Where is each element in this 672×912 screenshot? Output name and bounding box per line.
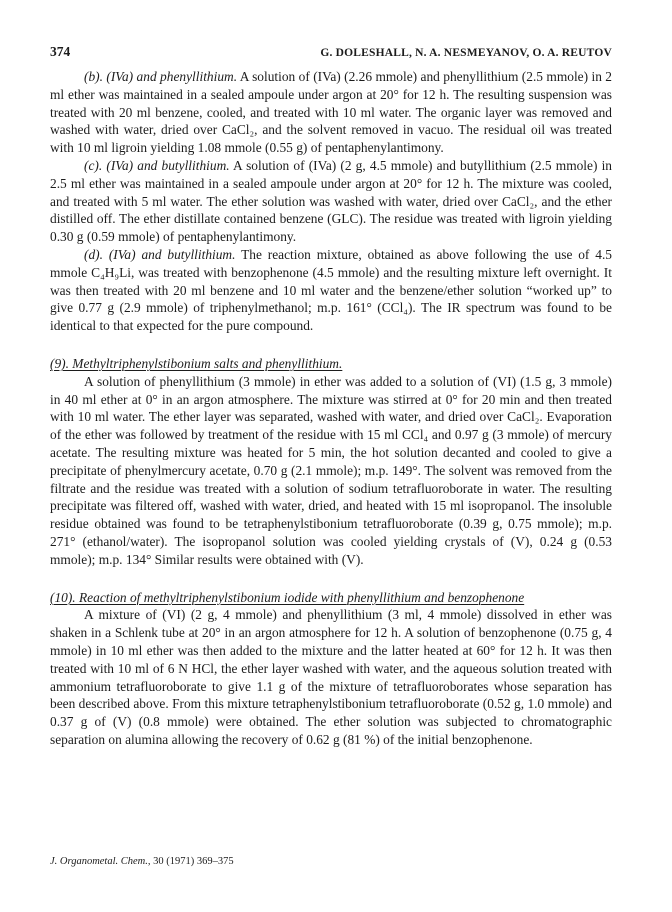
- section-10: [50, 589, 612, 749]
- journal-volume: 30 (1971) 369–375: [153, 856, 234, 867]
- paragraph-d-label: (d). (IVa) and butyllithium.: [84, 246, 236, 262]
- section-10-body: A mixture of (VI) (2 g, 4 mmole) and phenyllithium (3 ml, 4 mmole) dissolved in ether was shaken in a Schlenk tube at 20° in an argon atmosphere for 12 h. A solution of benzophenone (0.75 g, 4 mmole) in 10 ml ether was then added to the mixture and the latter heated at 60° for 12 h. It was then treated with 10 ml of 6 N HCl, the ether layer washed with water, and the aqueous solution treated with ammonium tetrafluoroborate to give 1.1 g of the mixture of tetrafluoroborates whose separation has been described above. From this mixture tetraphenylstibonium tetrafluoroborate (0.52 g, 1.0 mmole) and 0.37 g of (V) (0.8 mmole) were obtained. The ether solution was subjected to chromatographic separation on alumina allowing the recovery of 0.62 g (81 %) of the initial benzophenone.: [50, 607, 612, 747]
- paragraph-c: [50, 157, 612, 246]
- section-9-heading: (9). Methyltriphenylstibonium salts and phenyllithium.: [50, 355, 343, 371]
- paragraph-c-label: (c). (IVa) and butyllithium.: [84, 157, 230, 173]
- document-page: [50, 44, 612, 749]
- section-9-body: A solution of phenyllithium (3 mmole) in ether was added to a solution of (VI) (1.5 g, 3 mmole) in 40 ml ether at 0° in an argon atmosphere. The mixture was stirred at 0° for 20 min and then treated with 10 ml water. The ether layer was separated, washed with water, and dried over CaCl₂. Evaporation of the ether was followed by treatment of the residue with 15 ml CCl₄ and 0.97 g (3 mmole) of mercury acetate. The resulting mixture was heated for 5 min, the hot solution decanted and cooled to give a precipitate of phenylmercury acetate, 0.70 g (2.1 mmole); m.p. 149°. The solvent was removed from the filtrate and the residue was treated with a solution of sodium tetrafluoroborate in water. The resulting precipitate was filtered off, washed with water, dried, and heated with 15 ml isopropanol. The insoluble residue obtained was found to be tetraphenylstibonium tetrafluoroborate (0.39 g, 0.75 mmole); m.p. 271° (ethanol/water). The isopropanol solution was cooled yielding crystals of (V), 0.24 g (0.53 mmole); m.p. 134° Similar results were obtained with (V).: [50, 373, 612, 567]
- running-head-authors: G. DOLESHALL, N. A. NESMEYANOV, O. A. REUTOV: [320, 47, 612, 59]
- journal-citation: [50, 856, 234, 867]
- section-10-heading: (10). Reaction of methyltriphenylstibonium iodide with phenyllithium and benzophenone: [50, 589, 525, 605]
- paragraph-d-text: The reaction mixture, obtained as above following the use of 4.5 mmole C₄H₉Li, was treated with benzophenone (4.5 mmole) and the resulting mixture left overnight. It was then treated with 20 ml benzene and 10 ml water and the benzene/ether solution “worked up” to give 0.77 g (2.9 mmole) of triphenylmethanol; m.p. 161° (CCl₄). The IR spectrum was found to be identical to that expected for the pure compound.: [50, 246, 612, 334]
- section-9: [50, 355, 612, 569]
- paragraph-b-label: (b). (IVa) and phenyllithium.: [84, 69, 238, 84]
- paragraph-c-text: A solution of (IVa) (2 g, 4.5 mmole) and butyllithium (2.5 mmole) in 2.5 ml ether was maintained in a sealed ampoule under argon at 20° for 12 h. The mixture was cooled, and treated with 5 ml water. The ether solution was washed with water, dried over CaCl₂, and the ether distilled off. The ether distillate contained benzene (GLC). The residue was treated with ligroin yielding 0.30 g (0.59 mmole) of pentaphenylantimony.: [50, 157, 612, 245]
- paragraph-b-text: A solution of (IVa) (2.26 mmole) and phenyllithium (2.5 mmole) in 2 ml ether was maintained in a sealed ampoule under argon at 20° for 12 h. The resulting suspension was treated with 20 ml benzene, cooled, and treated with 10 ml water. The organic layer was removed and washed with water, dried over CaCl₂, and the solvent removed in vacuo. The residual oil was treated with 10 ml ligroin yielding 1.08 mmole (0.55 g) of pentaphenylantimony.: [50, 69, 613, 156]
- page-header: [50, 44, 612, 66]
- paragraph-b: [50, 68, 612, 157]
- page-number: 374: [50, 44, 71, 59]
- paragraph-d: [50, 246, 612, 335]
- journal-name: J. Organometal. Chem.,: [50, 856, 151, 867]
